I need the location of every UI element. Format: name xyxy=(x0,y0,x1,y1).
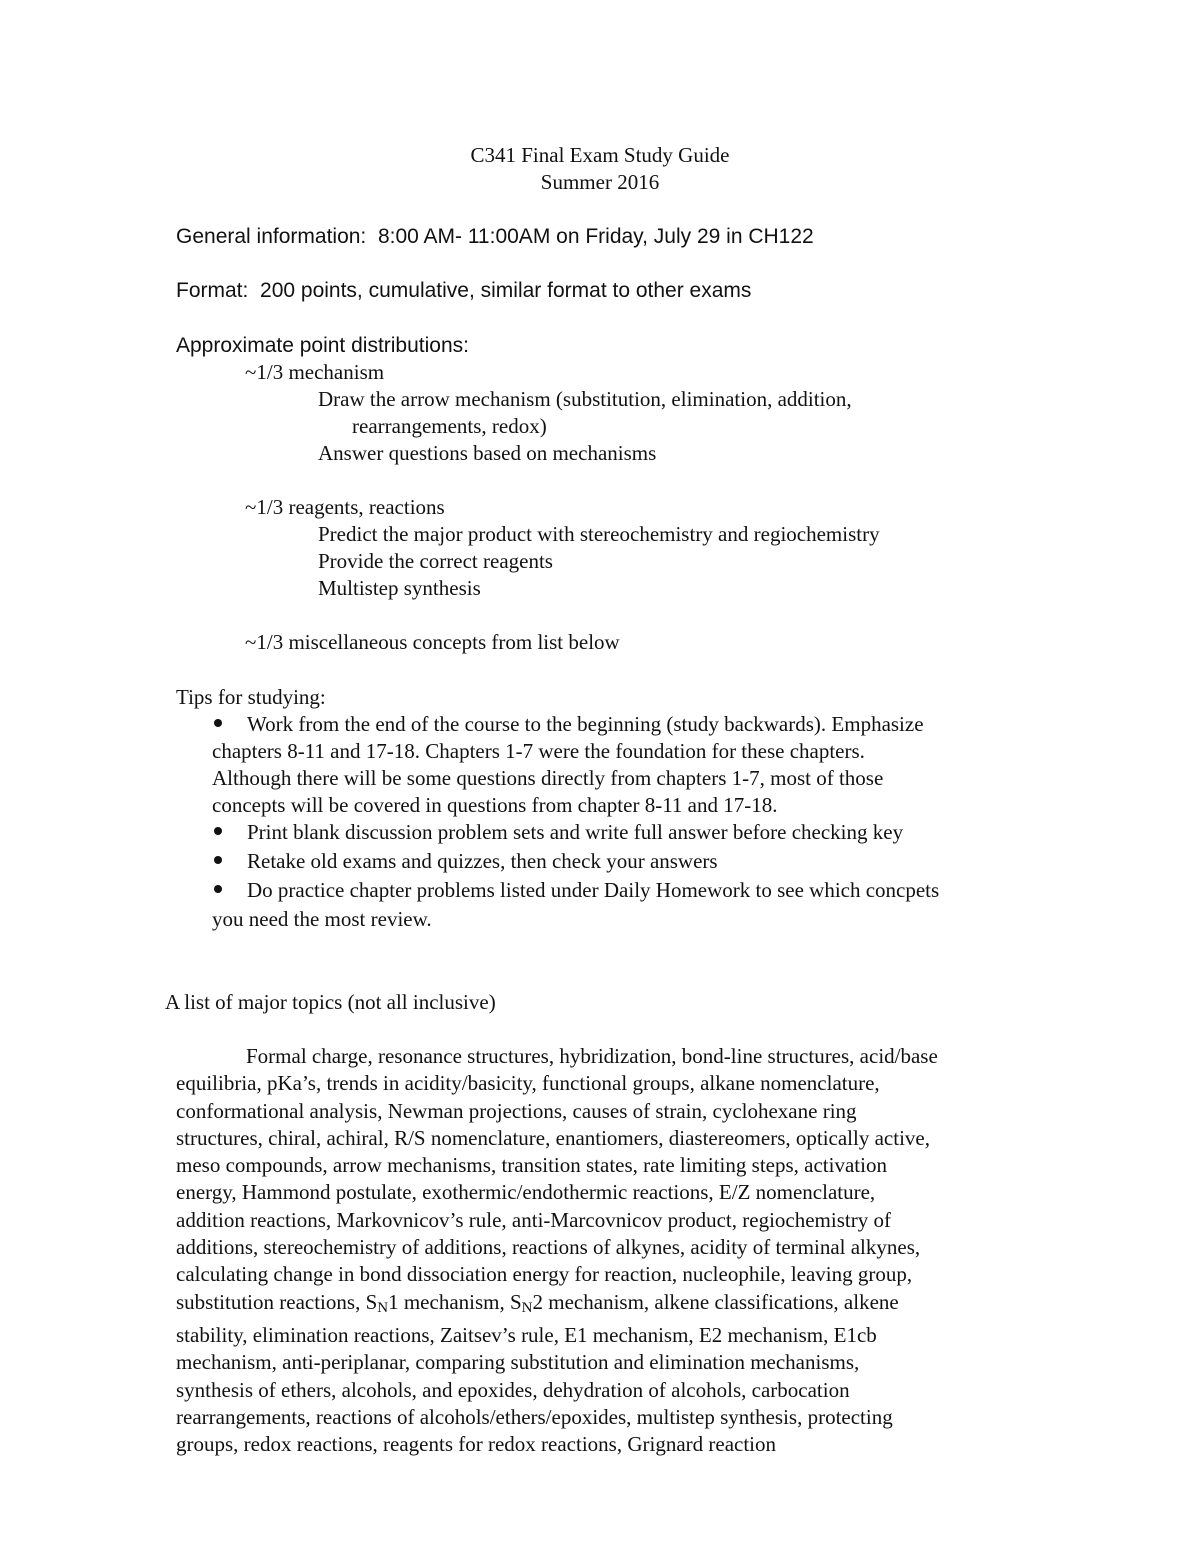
topics-line: meso compounds, arrow mechanisms, transition states, rate limiting steps, activation xyxy=(176,1153,887,1178)
topics-line: addition reactions, Markovnicov’s rule, anti-Marcovnicov product, regiochemistry of xyxy=(176,1207,891,1232)
tip-line: chapters 8-11 and 17-18. Chapters 1-7 were the foundation for these chapters. xyxy=(212,739,865,763)
topics-line: conformational analysis, Newman projections, causes of strain, cyclohexane ring xyxy=(176,1098,857,1123)
bullet-icon xyxy=(214,885,222,893)
topics-line: groups, redox reactions, reagents for redox reactions, Grignard reaction xyxy=(176,1432,777,1457)
general-info-label: General information: xyxy=(176,225,367,248)
topics-line-sn xyxy=(176,1289,1026,1322)
sn-subscript: N xyxy=(377,1299,389,1316)
topics-line: synthesis of ethers, alcohols, and epoxides, dehydration of alcohols, carbocation xyxy=(176,1377,850,1402)
distribution-item: rearrangements, redox) xyxy=(352,414,547,438)
distribution-section-title: ~1/3 miscellaneous concepts from list below xyxy=(245,630,620,654)
topics-line: stability, elimination reactions, Zaitsev’s rule, E1 mechanism, E2 mechanism, E1cb xyxy=(176,1322,877,1347)
tip-line: Do practice chapter problems listed under Daily Homework to see which concpets xyxy=(247,878,940,902)
distribution-item: Provide the correct reagents xyxy=(318,549,553,573)
topics-heading: A list of major topics (not all inclusive) xyxy=(165,990,496,1014)
tip-line: concepts will be covered in questions from chapter 8-11 and 17-18. xyxy=(212,793,778,817)
tip-line: Retake old exams and quizzes, then check your answers xyxy=(247,849,718,873)
topics-line: calculating change in bond dissociation energy for reaction, nucleophile, leaving group, xyxy=(176,1262,913,1287)
tip-line: Work from the end of the course to the beginning (study backwards). Emphasize xyxy=(247,712,924,736)
sn-subscript: N xyxy=(521,1299,533,1316)
tip-line: Although there will be some questions directly from chapters 1-7, most of those xyxy=(212,766,884,790)
topics-line: rearrangements, reactions of alcohols/ethers/epoxides, multistep synthesis, protecting xyxy=(176,1404,893,1429)
sn-suffix: 2 mechanism, alkene classifications, alkene xyxy=(532,1289,899,1314)
distribution-section-title: ~1/3 reagents, reactions xyxy=(245,495,445,519)
format-value: 200 points, cumulative, similar format to other exams xyxy=(260,279,752,302)
topics-line: mechanism, anti-periplanar, comparing substitution and elimination mechanisms, xyxy=(176,1350,860,1375)
topics-line: additions, stereochemistry of additions, reactions of alkynes, acidity of terminal alkynes, xyxy=(176,1235,921,1260)
distribution-item: Predict the major product with stereochemistry and regiochemistry xyxy=(318,522,880,546)
topics-line: equilibria, pKa’s, trends in acidity/basicity, functional groups, alkane nomenclature, xyxy=(176,1071,880,1096)
distribution-item: Draw the arrow mechanism (substitution, elimination, addition, xyxy=(318,387,852,411)
distribution-heading: Approximate point distributions: xyxy=(176,334,469,357)
general-info-value: 8:00 AM- 11:00AM on Friday, July 29 in CH122 xyxy=(377,225,814,248)
distribution-section-title: ~1/3 mechanism xyxy=(245,360,385,384)
topics-line: energy, Hammond postulate, exothermic/endothermic reactions, E/Z nomenclature, xyxy=(176,1180,876,1205)
topics-line: Formal charge, resonance structures, hybridization, bond-line structures, acid/base xyxy=(246,1044,938,1068)
tip-line: Print blank discussion problem sets and write full answer before checking key xyxy=(247,820,904,844)
format-line xyxy=(176,277,751,304)
format-label: Format: xyxy=(176,279,249,302)
tips-heading: Tips for studying: xyxy=(176,685,326,709)
bullet-icon xyxy=(214,719,222,727)
document-title: C341 Final Exam Study Guide xyxy=(470,143,730,167)
topics-paragraph xyxy=(176,1043,1026,1458)
sn-mid: 1 mechanism, S xyxy=(388,1289,522,1314)
topics-line: structures, chiral, achiral, R/S nomenclature, enantiomers, diastereomers, optically active, xyxy=(176,1125,930,1150)
general-info-line xyxy=(176,223,814,250)
distribution-item: Multistep synthesis xyxy=(318,576,481,600)
bullet-icon xyxy=(214,827,222,835)
document-term: Summer 2016 xyxy=(540,170,660,194)
sn-prefix: substitution reactions, S xyxy=(176,1289,378,1314)
distribution-item: Answer questions based on mechanisms xyxy=(318,441,657,465)
tip-line: you need the most review. xyxy=(212,907,432,931)
bullet-icon xyxy=(214,856,222,864)
